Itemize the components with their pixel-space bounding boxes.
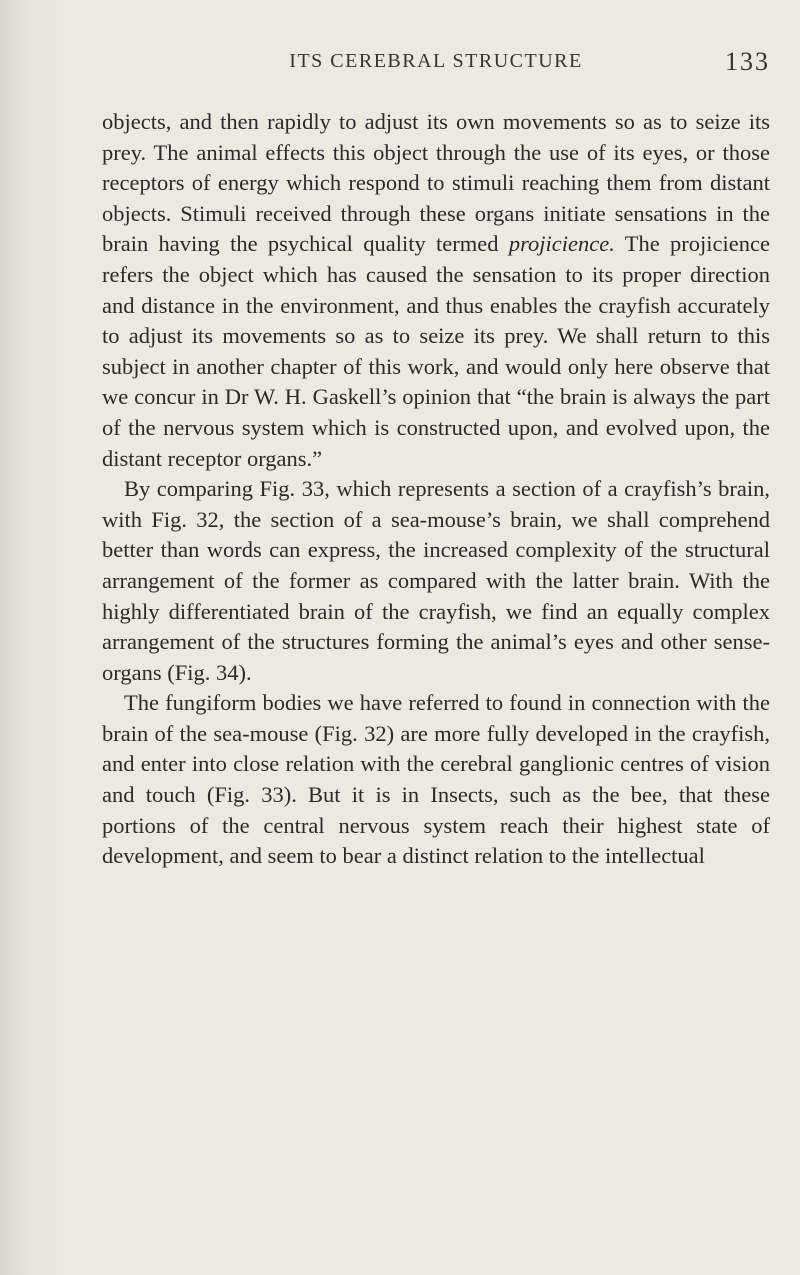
paragraph-3: The fungiform bodies we have referred to found in connection with the brain of the sea-mouse (Fig. 32) are more fully developed in the crayfish, and enter into close relation with the cerebral ganglionic centres of vision and touch (Fig. 33). But it is in Insects, such as the bee, that these portions of the central nervous system reach their highest state of development, and seem to bear a distinct relation to the intellectual [102, 690, 770, 869]
page-number: 133 [725, 47, 770, 76]
paragraph-1 [102, 107, 770, 474]
running-title: ITS CEREBRAL STRUCTURE [289, 50, 583, 72]
paragraph-1-part-a: objects, and then rapidly to adjust its own movements so as to seize its prey. The animal effects this object through the use of its eyes, or those receptors of energy which respond to stimuli reaching them from distant objects. Stimuli received through these organs initiate sensations in the brain having the psychical quality termed [102, 109, 770, 257]
page-header [102, 47, 770, 90]
body-text [102, 107, 770, 872]
paragraph-1-emphasis: projicience. [508, 231, 615, 257]
paragraph-2: By comparing Fig. 33, which represents a section of a crayfish’s brain, with Fig. 32, the section of a sea-mouse’s brain, we shall comprehend better than words can express, the increased complexity of the structural arrangement of the former as compared with the latter brain. With the highly differentiated brain of the crayfish, we find an equally complex arrangement of the structures forming the animal’s eyes and other sense-organs (Fig. 34). [102, 476, 770, 685]
paragraph-1-part-b: The projicience refers the object which has caused the sensation to its proper direction and distance in the environment, and thus enables the crayfish accurately to adjust its movements so as to seize its prey. We shall return to this subject in another chapter of this work, and would only here observe that we concur in Dr W. H. Gaskell’s opinion that “the brain is always the part of the nervous system which is constructed upon, and evolved upon, the distant receptor organs.” [102, 231, 770, 471]
